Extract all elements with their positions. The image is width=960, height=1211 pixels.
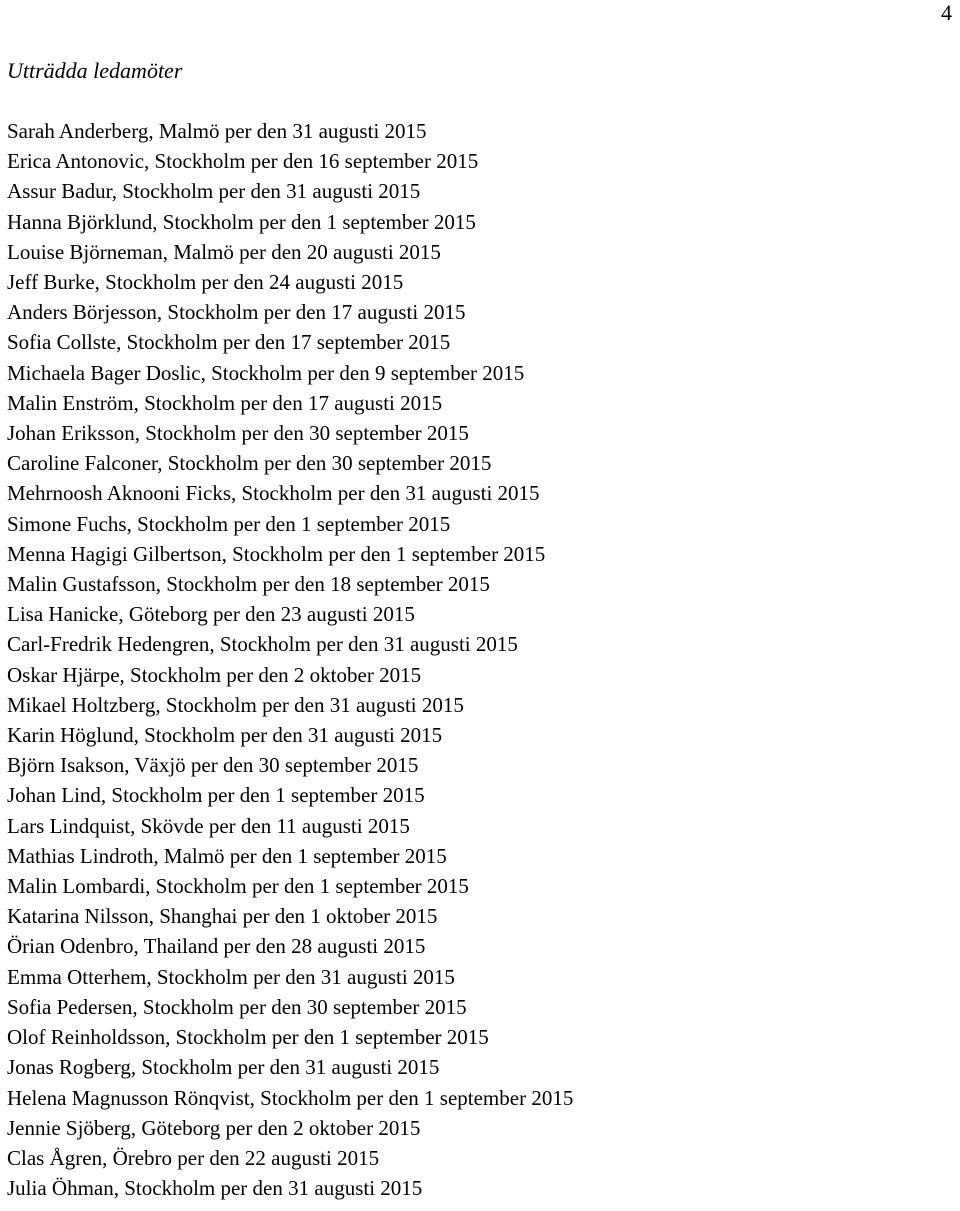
list-item: Lisa Hanicke, Göteborg per den 23 augusti 2015 [7,602,415,627]
section-heading: Utträdda ledamöter [7,58,183,83]
list-item: Clas Ågren, Örebro per den 22 augusti 2015 [7,1145,380,1170]
list-item: Carl-Fredrik Hedengren, Stockholm per den 31 augusti 2015 [7,632,518,657]
list-item: Erica Antonovic, Stockholm per den 16 september 2015 [7,149,479,174]
list-item: Menna Hagigi Gilbertson, Stockholm per den 1 september 2015 [7,541,546,566]
list-item: Örian Odenbro, Thailand per den 28 augusti 2015 [7,934,426,959]
list-item: Simone Fuchs, Stockholm per den 1 september 2015 [7,511,451,536]
list-item: Johan Lind, Stockholm per den 1 september 2015 [7,783,425,808]
list-item: Mehrnoosh Aknooni Ficks, Stockholm per den 31 augusti 2015 [7,481,540,506]
list-item: Michaela Bager Doslic, Stockholm per den 9 september 2015 [7,360,525,385]
list-item: Mathias Lindroth, Malmö per den 1 september 2015 [7,843,447,868]
list-item: Louise Björneman, Malmö per den 20 augusti 2015 [7,239,441,264]
list-item: Caroline Falconer, Stockholm per den 30 september 2015 [7,451,492,476]
list-item: Sofia Collste, Stockholm per den 17 september 2015 [7,330,451,355]
list-item: Katarina Nilsson, Shanghai per den 1 oktober 2015 [7,904,438,929]
list-item: Björn Isakson, Växjö per den 30 september 2015 [7,753,419,778]
list-item: Johan Eriksson, Stockholm per den 30 september 2015 [7,421,469,446]
list-item: Jennie Sjöberg, Göteborg per den 2 oktober 2015 [7,1115,421,1140]
list-item: Hanna Björklund, Stockholm per den 1 september 2015 [7,209,476,234]
list-item: Sarah Anderberg, Malmö per den 31 augusti 2015 [7,119,427,143]
list-item: Lars Lindquist, Skövde per den 11 augusti 2015 [7,813,410,838]
list-item: Karin Höglund, Stockholm per den 31 augusti 2015 [7,723,443,748]
list-item: Emma Otterhem, Stockholm per den 31 augusti 2015 [7,964,455,989]
list-item: Julia Öhman, Stockholm per den 31 augusti 2015 [7,1176,423,1201]
list-item: Helena Magnusson Rönqvist, Stockholm per den 1 september 2015 [7,1085,574,1110]
list-item: Oskar Hjärpe, Stockholm per den 2 oktober 2015 [7,662,422,687]
list-item: Malin Gustafsson, Stockholm per den 18 september 2015 [7,572,490,597]
list-item: Malin Lombardi, Stockholm per den 1 september 2015 [7,874,469,899]
list-item: Jeff Burke, Stockholm per den 24 augusti 2015 [7,270,404,295]
list-item: Olof Reinholdsson, Stockholm per den 1 september 2015 [7,1025,489,1050]
list-item: Assur Badur, Stockholm per den 31 augusti 2015 [7,179,421,204]
resigned-members-list [7,116,573,1203]
list-item: Sofia Pedersen, Stockholm per den 30 september 2015 [7,994,467,1019]
list-item: Malin Enström, Stockholm per den 17 augusti 2015 [7,390,443,415]
list-item: Mikael Holtzberg, Stockholm per den 31 augusti 2015 [7,692,464,717]
list-item: Anders Börjesson, Stockholm per den 17 augusti 2015 [7,300,466,325]
list-item: Jonas Rogberg, Stockholm per den 31 augusti 2015 [7,1055,440,1080]
page-number: 4 [941,0,952,25]
